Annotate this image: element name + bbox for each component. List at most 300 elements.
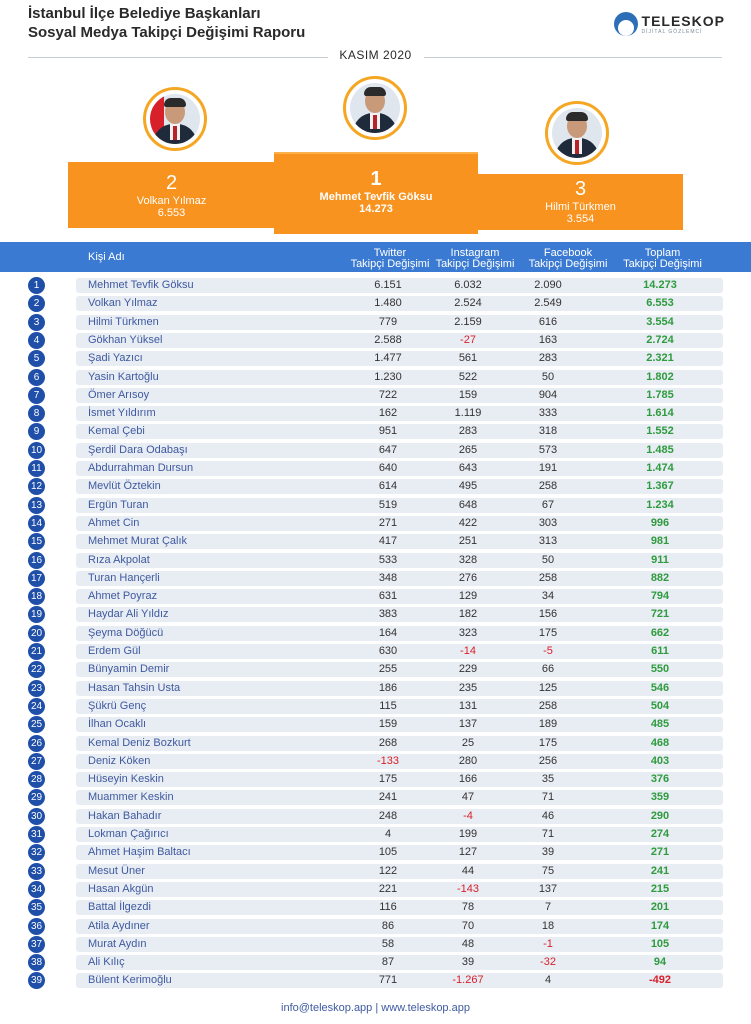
rank-badge: 15 (28, 533, 45, 550)
person-name: Deniz Köken (88, 754, 151, 767)
total-change: 1.234 (646, 498, 674, 511)
twitter-change: 87 (381, 956, 395, 969)
rank-badge: 13 (28, 497, 45, 514)
total-change: 504 (650, 699, 670, 712)
twitter-change: -133 (376, 754, 400, 767)
instagram-change: 25 (461, 736, 475, 749)
instagram-change: -1.267 (452, 974, 484, 987)
footer (0, 1002, 751, 1014)
person-name: Turan Hançerli (88, 571, 160, 584)
person-name: Mehmet Murat Çalık (88, 535, 188, 548)
facebook-change: -5 (543, 645, 553, 657)
person-name: Ahmet Poyraz (88, 590, 158, 603)
instagram-change: 522 (458, 370, 478, 383)
table-row (28, 533, 723, 550)
avatar-third (545, 101, 609, 165)
instagram-change: 561 (458, 352, 478, 365)
podium-third-value: 3.554 (566, 213, 595, 225)
rank-badge: 36 (28, 918, 45, 935)
table-row (28, 881, 723, 898)
title-line-2: Sosyal Medya Takipçi Değişimi Raporu (28, 24, 306, 41)
table-row (28, 698, 723, 715)
facebook-change: 34 (541, 590, 555, 603)
total-change: 14.273 (643, 279, 677, 291)
instagram-change: 229 (458, 663, 478, 676)
table-row (28, 716, 723, 733)
total-change: 3.554 (646, 315, 674, 328)
table-row (28, 442, 723, 459)
rank-badge: 8 (28, 405, 45, 422)
twitter-change: 115 (379, 699, 397, 712)
table-row (28, 625, 723, 642)
twitter-change: 1.480 (374, 297, 402, 310)
facebook-change: 71 (541, 828, 555, 840)
rank-badge: 9 (28, 423, 45, 440)
table-row (28, 936, 723, 953)
instagram-change: 78 (461, 901, 475, 914)
twitter-change: 268 (378, 736, 398, 749)
instagram-change: 166 (458, 773, 478, 786)
table-row (28, 478, 723, 495)
table-row (28, 588, 723, 605)
twitter-change: 533 (378, 553, 398, 566)
rank-badge: 1 (28, 277, 45, 294)
twitter-change: 1.477 (374, 352, 402, 365)
facebook-change: 258 (538, 571, 558, 584)
total-change: 468 (650, 736, 670, 749)
instagram-change: 129 (458, 590, 478, 603)
header-facebook-1: Facebook (543, 247, 593, 259)
person-name: Lokman Çağırıcı (88, 828, 169, 840)
total-change: 274 (650, 828, 670, 840)
brand-subtitle: DİJİTAL GÖZLEMCİ (641, 29, 703, 35)
instagram-change: 276 (458, 571, 478, 584)
instagram-change: -14 (460, 645, 476, 657)
rank-badge: 39 (28, 972, 45, 989)
person-name: Hüseyin Keskin (88, 773, 164, 786)
table-row (28, 643, 723, 660)
avatar-second (143, 87, 207, 151)
twitter-change: 241 (378, 791, 398, 804)
podium-third (478, 174, 683, 230)
facebook-change: 125 (538, 681, 558, 694)
table-row (28, 314, 723, 331)
table-row (28, 295, 723, 312)
person-name: Ali Kılıç (88, 956, 125, 969)
person-name: Mevlüt Öztekin (88, 480, 161, 493)
total-change: 1.785 (646, 388, 674, 401)
total-change: 105 (650, 937, 670, 950)
total-change: 662 (650, 626, 670, 639)
person-name: Şerdil Dara Odabaşı (88, 443, 188, 456)
facebook-change: 71 (541, 791, 555, 804)
twitter-change: 271 (378, 516, 398, 529)
twitter-change: 186 (378, 681, 398, 694)
rank-badge: 10 (28, 442, 45, 459)
table-row (28, 771, 723, 788)
instagram-change: 422 (458, 516, 478, 529)
instagram-change: 2.524 (454, 297, 482, 310)
instagram-change: 648 (458, 498, 478, 511)
rank-badge: 27 (28, 753, 45, 770)
facebook-change: 189 (538, 718, 558, 731)
twitter-change: 116 (379, 901, 397, 914)
facebook-change: 2.549 (534, 297, 562, 310)
instagram-change: 70 (461, 919, 475, 932)
person-name: İsmet Yıldırım (88, 407, 156, 420)
podium-third-name: Hilmi Türkmen (545, 201, 616, 213)
instagram-change: 643 (458, 462, 478, 474)
podium-first-rank: 1 (370, 168, 382, 190)
facebook-change: 35 (541, 773, 555, 786)
table-row (28, 844, 723, 861)
teleskop-icon (614, 12, 638, 36)
twitter-change: 2.588 (374, 333, 402, 346)
twitter-change: 164 (378, 626, 398, 639)
twitter-change: 771 (378, 974, 398, 987)
table-row (28, 753, 723, 770)
header-total-2: Takipçi Değişimi (623, 258, 702, 270)
total-change: 2.321 (646, 352, 674, 365)
facebook-change: -32 (540, 956, 556, 969)
instagram-change: 328 (458, 553, 478, 566)
facebook-change: 7 (544, 901, 552, 914)
person-name: Mehmet Tevfik Göksu (88, 279, 194, 291)
facebook-change: 616 (538, 315, 558, 328)
footer-web[interactable]: www.teleskop.app (381, 1002, 470, 1014)
header-instagram-1: Instagram (450, 247, 500, 259)
podium-second-rank: 2 (165, 172, 178, 194)
rank-badge: 34 (28, 881, 45, 898)
facebook-change: 303 (538, 516, 558, 529)
person-name: Ahmet Haşim Baltacı (88, 846, 191, 859)
rank-badge: 16 (28, 552, 45, 569)
table-row (28, 369, 723, 386)
twitter-change: 86 (381, 919, 395, 932)
facebook-change: 18 (541, 919, 555, 932)
brand-logo (614, 12, 725, 36)
facebook-change: 4 (544, 974, 552, 987)
instagram-change: -27 (460, 333, 476, 346)
twitter-change: 159 (378, 718, 398, 731)
table-row (28, 423, 723, 440)
rank-badge: 31 (28, 826, 45, 843)
facebook-change: 2.090 (534, 279, 562, 291)
instagram-change: 265 (458, 443, 478, 456)
twitter-change: 6.151 (374, 279, 402, 291)
rank-badge: 25 (28, 716, 45, 733)
facebook-change: 39 (541, 846, 555, 859)
total-change: 611 (651, 645, 669, 657)
instagram-change: 6.032 (454, 279, 482, 291)
person-name: Ömer Arısoy (88, 388, 150, 401)
twitter-change: 221 (378, 882, 398, 895)
total-change: 794 (650, 590, 670, 603)
header-twitter-2: Takipçi Değişimi (350, 258, 430, 270)
instagram-change: 44 (461, 864, 475, 877)
person-name: Murat Aydın (88, 937, 147, 950)
table-row (28, 405, 723, 422)
rank-badge: 19 (28, 606, 45, 623)
instagram-change: 323 (458, 626, 478, 639)
rank-badge: 22 (28, 661, 45, 678)
rank-badge: 26 (28, 735, 45, 752)
total-change: 721 (650, 608, 670, 621)
table-row (28, 899, 723, 916)
rank-badge: 24 (28, 698, 45, 715)
total-change: 241 (650, 864, 670, 877)
rank-badge: 14 (28, 515, 45, 532)
rank-badge: 18 (28, 588, 45, 605)
twitter-change: 105 (378, 846, 398, 859)
total-change: -492 (648, 974, 672, 987)
rank-badge: 20 (28, 625, 45, 642)
rank-badge: 32 (28, 844, 45, 861)
facebook-change: 137 (538, 882, 558, 895)
person-name: Abdurrahman Dursun (88, 462, 194, 474)
rank-badge: 4 (28, 332, 45, 349)
facebook-change: 50 (541, 370, 555, 383)
facebook-change: 333 (538, 407, 558, 420)
table-row (28, 680, 723, 697)
twitter-change: 417 (378, 535, 398, 548)
facebook-change: 313 (538, 535, 558, 548)
rank-badge: 37 (28, 936, 45, 953)
instagram-change: 47 (461, 791, 475, 804)
twitter-change: 647 (378, 443, 398, 456)
header-facebook-2: Takipçi Değişimi (528, 258, 608, 270)
total-change: 376 (650, 773, 670, 786)
twitter-change: 951 (378, 425, 398, 438)
report-title (28, 4, 305, 42)
person-name: Hakan Bahadır (88, 809, 162, 822)
twitter-change: 162 (378, 407, 398, 420)
person-name: Şadi Yazıcı (88, 352, 143, 365)
period-label: KASIM 2020 (339, 48, 412, 62)
person-name: Ergün Turan (88, 498, 149, 511)
total-change: 403 (650, 754, 670, 767)
person-name: Hasan Tahsin Usta (88, 681, 181, 694)
table-row (28, 661, 723, 678)
total-change: 911 (651, 553, 669, 566)
facebook-change: 67 (541, 498, 555, 511)
facebook-change: 163 (538, 333, 558, 346)
total-change: 1.474 (646, 462, 674, 474)
person-name: Bünyamin Demir (88, 663, 170, 676)
rank-badge: 29 (28, 789, 45, 806)
table-row (28, 552, 723, 569)
total-change: 1.614 (646, 407, 674, 420)
title-line-1: İstanbul İlçe Belediye Başkanları (28, 5, 261, 22)
table-row (28, 497, 723, 514)
instagram-change: 280 (458, 754, 478, 767)
twitter-change: 722 (378, 388, 398, 401)
rank-badge: 7 (28, 387, 45, 404)
total-change: 550 (650, 663, 670, 676)
instagram-change: 39 (461, 956, 475, 969)
facebook-change: 46 (541, 809, 555, 822)
total-change: 290 (650, 809, 670, 822)
person-name: Şükrü Genç (88, 699, 147, 712)
instagram-change: 495 (458, 480, 478, 493)
footer-email[interactable]: info@teleskop.app (281, 1002, 373, 1014)
instagram-change: -4 (463, 809, 473, 822)
facebook-change: 258 (538, 480, 558, 493)
total-change: 981 (650, 535, 670, 548)
table-row (28, 332, 723, 349)
twitter-change: 1.230 (374, 370, 402, 383)
twitter-change: 58 (381, 937, 395, 950)
rank-badge: 5 (28, 350, 45, 367)
rank-badge: 28 (28, 771, 45, 788)
table-row (28, 570, 723, 587)
table-row (28, 515, 723, 532)
facebook-change: 904 (538, 388, 558, 401)
total-change: 215 (650, 882, 670, 895)
rank-badge: 35 (28, 899, 45, 916)
table-row (28, 735, 723, 752)
twitter-change: 4 (384, 828, 392, 840)
twitter-change: 630 (378, 645, 398, 657)
person-name: Bülent Kerimoğlu (88, 974, 172, 987)
podium-second-name: Volkan Yılmaz (136, 195, 207, 207)
facebook-change: 191 (538, 462, 558, 474)
twitter-change: 519 (378, 498, 398, 511)
instagram-change: 235 (458, 681, 478, 694)
facebook-change: 283 (538, 352, 558, 365)
total-change: 882 (650, 571, 670, 584)
table-row (28, 918, 723, 935)
total-change: 546 (650, 681, 670, 694)
header-twitter-1: Twitter (373, 247, 407, 259)
table-row (28, 350, 723, 367)
podium-second (68, 162, 275, 228)
total-change: 174 (650, 919, 670, 932)
twitter-change: 255 (378, 663, 398, 676)
rank-badge: 23 (28, 680, 45, 697)
total-change: 2.724 (646, 333, 674, 346)
person-name: Muammer Keskin (88, 791, 174, 804)
instagram-change: -143 (456, 882, 480, 895)
twitter-change: 248 (378, 809, 398, 822)
person-name: Battal İlgezdi (88, 901, 151, 914)
table-row (28, 826, 723, 843)
total-change: 6.553 (646, 297, 674, 310)
facebook-change: -1 (543, 937, 553, 950)
twitter-change: 175 (378, 773, 398, 786)
table-row (28, 606, 723, 623)
instagram-change: 251 (458, 535, 478, 548)
person-name: Haydar Ali Yıldız (88, 608, 169, 621)
total-change: 201 (650, 901, 670, 914)
instagram-change: 199 (458, 828, 478, 840)
podium-first-value: 14.273 (359, 203, 393, 215)
twitter-change: 779 (378, 315, 398, 328)
twitter-change: 631 (378, 590, 398, 603)
facebook-change: 156 (538, 608, 558, 621)
table-row (28, 972, 723, 989)
person-name: Mesut Üner (88, 864, 145, 877)
total-change: 485 (650, 718, 670, 731)
twitter-change: 640 (378, 462, 398, 474)
podium-first (274, 152, 478, 234)
person-name: Kemal Çebi (88, 425, 145, 438)
person-name: Atila Aydıner (88, 919, 150, 932)
total-change: 94 (653, 956, 667, 969)
twitter-change: 383 (378, 608, 398, 621)
instagram-change: 131 (458, 699, 478, 712)
table-row (28, 387, 723, 404)
twitter-change: 348 (378, 571, 398, 584)
rank-badge: 38 (28, 954, 45, 971)
instagram-change: 48 (461, 937, 475, 950)
rank-badge: 6 (28, 369, 45, 386)
facebook-change: 75 (541, 864, 555, 877)
twitter-change: 122 (378, 864, 398, 877)
person-name: Hilmi Türkmen (88, 315, 159, 328)
facebook-change: 256 (538, 754, 558, 767)
twitter-change: 614 (378, 480, 398, 493)
rank-badge: 3 (28, 314, 45, 331)
facebook-change: 318 (538, 425, 558, 438)
instagram-change: 137 (458, 718, 478, 731)
total-change: 1.552 (646, 425, 674, 438)
person-name: Rıza Akpolat (88, 553, 150, 566)
total-change: 359 (650, 791, 670, 804)
table-header (0, 242, 751, 272)
person-name: Ahmet Cin (88, 516, 140, 529)
table-row (28, 277, 723, 294)
header-total-1: Toplam (644, 247, 681, 259)
table-row (28, 954, 723, 971)
facebook-change: 258 (538, 699, 558, 712)
person-name: İlhan Ocaklı (88, 718, 147, 731)
table-row (28, 863, 723, 880)
rank-badge: 21 (28, 643, 45, 660)
person-name: Hasan Akgün (88, 882, 154, 895)
facebook-change: 50 (541, 553, 555, 566)
podium-second-value: 6.553 (157, 207, 186, 219)
person-name: Kemal Deniz Bozkurt (88, 736, 191, 749)
person-name: Gökhan Yüksel (88, 333, 163, 346)
total-change: 271 (650, 846, 670, 859)
person-name: Yasin Kartoğlu (88, 370, 159, 383)
facebook-change: 66 (541, 663, 555, 676)
rank-badge: 17 (28, 570, 45, 587)
instagram-change: 182 (458, 608, 478, 621)
rank-badge: 11 (28, 460, 45, 477)
rank-badge: 30 (28, 808, 45, 825)
brand-name: TELESKOP (641, 13, 725, 29)
facebook-change: 175 (538, 626, 558, 639)
rank-badge: 2 (28, 295, 45, 312)
header-instagram-2: Takipçi Değişimi (435, 258, 515, 270)
instagram-change: 283 (458, 425, 478, 438)
podium-third-rank: 3 (574, 178, 587, 200)
total-change: 1.485 (646, 443, 674, 456)
avatar-first (343, 76, 407, 140)
podium-first-name: Mehmet Tevfik Göksu (319, 191, 433, 203)
person-name: Şeyma Döğücü (88, 626, 164, 639)
footer-separator: | (375, 1002, 379, 1014)
total-change: 1.367 (646, 480, 674, 493)
table-row (28, 789, 723, 806)
rank-badge: 33 (28, 863, 45, 880)
facebook-change: 573 (538, 443, 558, 456)
instagram-change: 159 (458, 388, 478, 401)
person-name: Volkan Yılmaz (88, 297, 158, 310)
header-name: Kişi Adı (88, 251, 125, 263)
